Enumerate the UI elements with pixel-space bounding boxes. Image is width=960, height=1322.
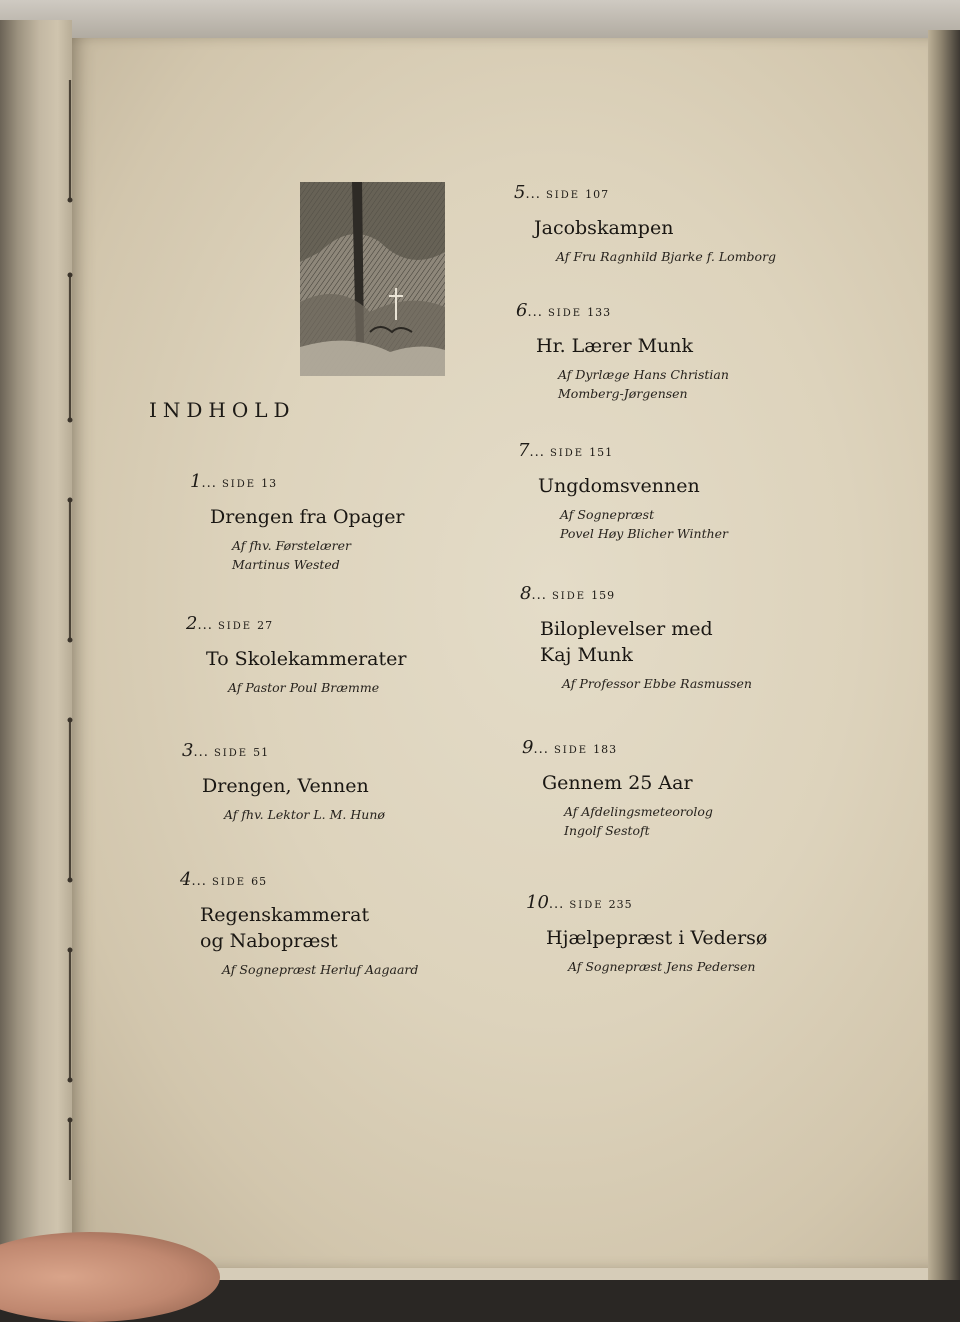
entry-author	[568, 957, 767, 976]
entry-title-line: Gennem 25 Aar	[542, 772, 693, 794]
entry-author-line: Af fhv. Lektor L. M. Hunø	[224, 807, 385, 822]
entry-title	[534, 215, 776, 241]
entry-title-line: Hr. Lærer Munk	[536, 335, 694, 357]
entry-title	[200, 902, 418, 954]
entry-page-ref	[516, 302, 729, 323]
entry-page-ref	[182, 742, 385, 763]
side-label: SIDE	[213, 748, 249, 759]
entry-number: 6	[516, 300, 528, 321]
entry-author-line: Martinus Wested	[232, 557, 340, 572]
side-label: SIDE	[545, 190, 581, 201]
entry-title	[206, 646, 406, 672]
entry-number: 7	[518, 440, 530, 461]
leader-dots: ...	[548, 897, 565, 912]
leader-dots: ...	[531, 588, 547, 603]
entry-number: 2	[186, 613, 198, 634]
entry-title-line: Regenskammerat	[200, 904, 370, 926]
entry-author-line: Af Professor Ebbe Rasmussen	[562, 676, 752, 691]
leader-dots: ...	[197, 618, 213, 633]
entry-page-number: 65	[251, 875, 268, 888]
side-label: SIDE	[217, 621, 253, 632]
entry-page-ref	[522, 739, 713, 760]
entry-title	[210, 504, 405, 530]
toc-entry	[180, 871, 418, 979]
entry-title-line: Kaj Munk	[540, 644, 633, 666]
contents-heading: INDHOLD	[149, 398, 296, 422]
leader-dots: ...	[525, 187, 541, 202]
entry-author	[222, 960, 418, 979]
entry-number: 5	[514, 182, 526, 203]
toc-entry	[514, 184, 776, 266]
page-edge-shadow	[928, 30, 960, 1280]
entry-title	[536, 333, 729, 359]
entry-page-number: 151	[589, 446, 614, 459]
side-label: SIDE	[569, 900, 604, 911]
leader-dots: ...	[193, 745, 209, 760]
entry-page-number: 133	[587, 306, 612, 319]
entry-number: 8	[520, 583, 532, 604]
side-label: SIDE	[221, 479, 257, 490]
entry-title-line: Jacobskampen	[534, 217, 674, 239]
toc-entry	[182, 742, 385, 824]
entry-author	[228, 678, 406, 697]
entry-title	[542, 770, 713, 796]
entry-title-line: Ungdomsvennen	[538, 475, 700, 497]
entry-author	[558, 365, 729, 403]
entry-author	[562, 674, 752, 693]
side-label: SIDE	[553, 745, 589, 756]
entry-page-ref	[526, 894, 767, 915]
entry-author-line: Af Pastor Poul Bræmme	[228, 680, 380, 695]
entry-page-ref	[180, 871, 418, 892]
entry-title	[202, 773, 385, 799]
entry-author-line: Ingolf Sestoft	[564, 823, 650, 838]
entry-number: 10	[526, 892, 549, 913]
entry-author-line: Af Dyrlæge Hans Christian	[558, 367, 729, 382]
entry-author-line: Momberg-Jørgensen	[558, 386, 688, 401]
entry-title-line: Biloplevelser med	[540, 618, 713, 640]
entry-author	[224, 805, 385, 824]
toc-entry	[522, 739, 713, 840]
entry-page-ref	[520, 585, 752, 606]
side-label: SIDE	[547, 308, 583, 319]
entry-author-line: Af Sognepræst	[560, 507, 655, 522]
binding-stitches	[60, 80, 80, 1180]
entry-title-line: Drengen, Vennen	[202, 775, 369, 797]
entry-title	[546, 925, 767, 951]
leader-dots: ...	[527, 305, 543, 320]
side-label: SIDE	[549, 448, 585, 459]
toc-entry	[518, 442, 728, 543]
entry-title	[540, 616, 752, 668]
entry-number: 9	[522, 737, 534, 758]
entry-title-line: Hjælpepræst i Vedersø	[546, 927, 768, 949]
entry-page-ref	[518, 442, 728, 463]
entry-author-line: Povel Høy Blicher Winther	[560, 526, 729, 541]
entry-title-line: og Nabopræst	[200, 930, 338, 952]
entry-title-line: To Skolekammerater	[206, 648, 407, 670]
entry-page-number: 13	[261, 477, 278, 490]
leader-dots: ...	[533, 742, 549, 757]
toc-entry	[520, 585, 752, 693]
entry-author	[232, 536, 405, 574]
entry-number: 4	[180, 869, 192, 890]
toc-entry	[186, 615, 406, 697]
entry-author-line: Af Fru Ragnhild Bjarke f. Lomborg	[556, 249, 777, 264]
entry-page-ref	[190, 473, 405, 494]
entry-page-number: 183	[593, 743, 618, 756]
entry-page-number: 27	[257, 619, 274, 632]
entry-number: 1	[190, 471, 202, 492]
entry-author	[556, 247, 776, 266]
entry-page-ref	[186, 615, 406, 636]
toc-entry	[526, 894, 767, 976]
entry-number: 3	[182, 740, 194, 761]
entry-title-line: Drengen fra Opager	[210, 506, 405, 528]
entry-page-ref	[514, 184, 776, 205]
toc-entry	[516, 302, 729, 403]
entry-author-line: Af Sognepræst Jens Pedersen	[568, 959, 756, 974]
entry-page-number: 51	[253, 746, 270, 759]
entry-author-line: Af Sognepræst Herluf Aagaard	[222, 962, 419, 977]
entry-author	[564, 802, 713, 840]
leader-dots: ...	[201, 476, 217, 491]
side-label: SIDE	[211, 877, 247, 888]
leader-dots: ...	[529, 445, 545, 460]
leader-dots: ...	[191, 874, 207, 889]
entry-author	[560, 505, 728, 543]
entry-author-line: Af fhv. Førstelærer	[232, 538, 352, 553]
entry-title	[538, 473, 728, 499]
side-label: SIDE	[551, 591, 587, 602]
engraving-illustration	[300, 182, 445, 376]
entry-page-number: 107	[585, 188, 610, 201]
entry-page-number: 235	[608, 898, 633, 911]
entry-author-line: Af Afdelingsmeteorolog	[564, 804, 713, 819]
toc-entry	[190, 473, 405, 574]
entry-page-number: 159	[591, 589, 616, 602]
